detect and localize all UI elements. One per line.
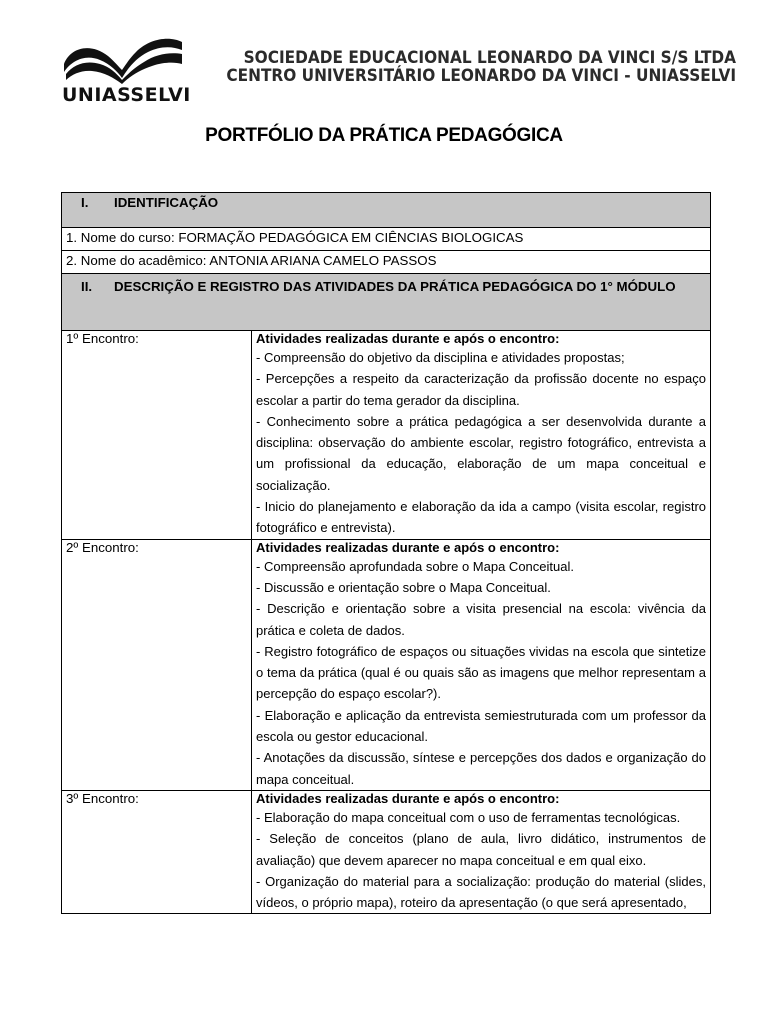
activity-item: - Organização do material para a socialização: produção do material (slides, vídeos, o próprio mapa), roteiro da apresentação (o que será apresentado,	[256, 873, 706, 911]
activities-heading: Atividades realizadas durante e após o encontro:	[256, 790, 560, 806]
activity-item: - Discussão e orientação sobre o Mapa Conceitual.	[256, 579, 551, 595]
activity-item: - Compreensão do objetivo da disciplina e atividades propostas;	[256, 350, 625, 365]
student-name: 2. Nome do acadêmico: ANTONIA ARIANA CAMELO PASSOS	[62, 251, 711, 274]
encounter-label: 2º Encontro:	[62, 539, 252, 790]
book-wings-icon	[60, 34, 186, 84]
section-description-row	[62, 274, 711, 331]
portfolio-table	[61, 192, 711, 914]
institution-block	[226, 49, 736, 85]
section-title: DESCRIÇÃO E REGISTRO DAS ATIVIDADES DA PRÁTICA PEDAGÓGICA DO 1° MÓDULO	[114, 279, 676, 294]
activities-heading: Atividades realizadas durante e após o encontro:	[256, 539, 560, 555]
encounter-label: 1º Encontro:	[62, 331, 252, 540]
student-row	[62, 251, 711, 274]
encounter-row-1	[62, 331, 711, 540]
encounter-activities	[252, 331, 711, 540]
institution-line-2: CENTRO UNIVERSITÁRIO LEONARDO DA VINCI - UNIASSELVI	[226, 66, 736, 85]
section-number: II.	[81, 279, 93, 294]
activity-item: - Elaboração do mapa conceitual com o uso de ferramentas tecnológicas.	[256, 809, 681, 825]
activity-item: - Percepções a respeito da caracterização da profissão docente no espaço escolar a partir do tema gerador da disciplina.	[256, 371, 706, 408]
activity-item: - Inicio do planejamento e elaboração da ida a campo (visita escolar, registro fotográfico e entrevista).	[256, 499, 706, 536]
logo-text: UNIASSELVI	[62, 84, 191, 106]
activity-item: - Conhecimento sobre a prática pedagógica a ser desenvolvida durante a disciplina: observação do ambiente escolar, registro fotográfico, entrevista a um profissional da educação, elaboração de um mapa conceitual e socialização.	[256, 413, 706, 493]
encounter-activities	[252, 790, 711, 913]
activity-item: - Seleção de conceitos (plano de aula, livro didático, instrumentos de avaliação) que devem aparecer no mapa conceitual e em qual eixo.	[256, 831, 706, 868]
document-title: PORTFÓLIO DA PRÁTICA PEDAGÓGICA	[205, 125, 563, 146]
encounter-activities	[252, 539, 711, 790]
course-name: 1. Nome do curso: FORMAÇÃO PEDAGÓGICA EM CIÊNCIAS BIOLOGICAS	[62, 228, 711, 251]
encounter-label: 3º Encontro:	[62, 790, 252, 913]
activity-item: - Registro fotográfico de espaços ou situações vividas na escola que sintetize o tema da prática (qual é ou quais são as imagens que melhor representam a percepção do espaço escolar?).	[256, 643, 706, 702]
section-number: I.	[81, 195, 89, 210]
activity-item: - Compreensão aprofundada sobre o Mapa Conceitual.	[256, 558, 574, 574]
activity-item: - Anotações da discussão, síntese e percepções dos dados e organização do mapa conceitual.	[256, 750, 706, 787]
activities-heading: Atividades realizadas durante e após o encontro:	[256, 331, 560, 346]
document-header	[0, 0, 768, 110]
activity-item: - Elaboração e aplicação da entrevista semiestruturada com um professor da escola ou gestor educacional.	[256, 707, 706, 745]
uniasselvi-logo	[60, 34, 191, 106]
section-title: IDENTIFICAÇÃO	[114, 195, 219, 210]
section-identification-row	[62, 193, 711, 228]
encounter-row-3	[62, 790, 711, 913]
activity-item: - Descrição e orientação sobre a visita presencial na escola: vivência da prática e coleta de dados.	[256, 601, 706, 638]
encounter-row-2	[62, 539, 711, 790]
course-row	[62, 228, 711, 251]
institution-line-1: SOCIEDADE EDUCACIONAL LEONARDO DA VINCI S/S LTDA	[243, 48, 736, 67]
